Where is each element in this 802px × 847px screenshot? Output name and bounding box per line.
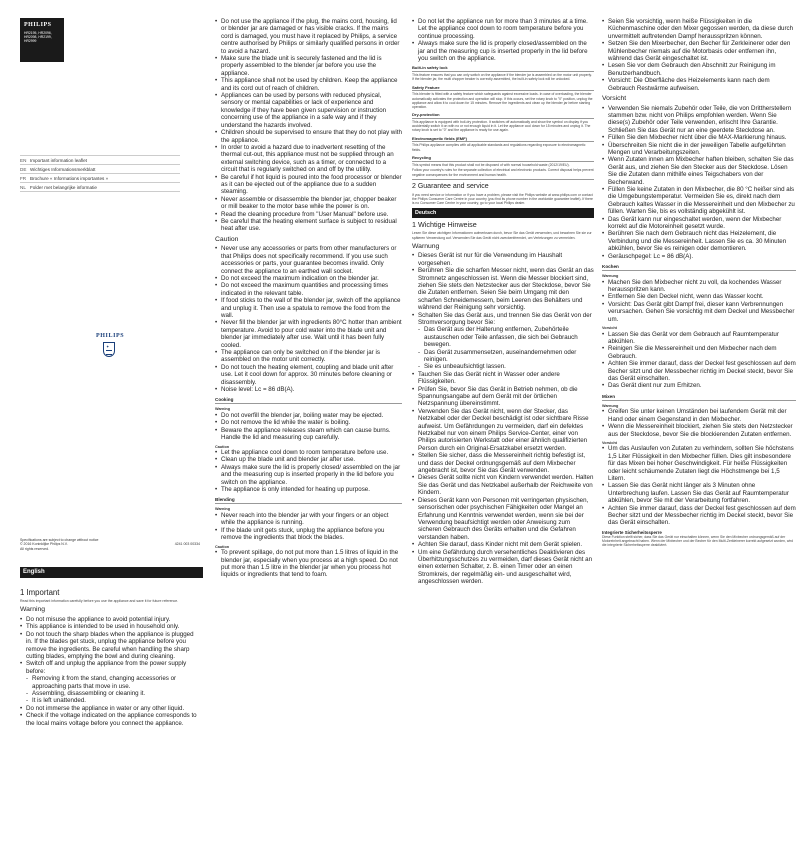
list-item: • Vorsicht: Die Oberfläche des Heizelements kann nach dem Gebrauch Restwärme aufweisen. bbox=[602, 77, 796, 92]
sicherheitssperre-heading: Integrierte Sicherheitssperre bbox=[602, 529, 662, 535]
list-item: • Verwenden Sie das Gerät nicht, wenn der Stecker, das Netzkabel oder der Deckel beschädigt ist oder sichtbare Risse aufweist. Um Gefährdungen zu vermeiden, darf ein defektes Netzkabel nur von einem Philips Service-Center, einer von Philips autorisierten Werkstatt oder einer ähnlich qualifizierten Person durch ein Original-Ersatzkabel ersetzt werden. bbox=[412, 408, 594, 452]
warnung-list bbox=[412, 252, 594, 326]
list-item: - Sie es unbeaufsichtigt lassen. bbox=[418, 363, 594, 370]
language-entry: FR Brochure « Informations importantes » bbox=[20, 173, 180, 182]
list-item: - It is left unattended. bbox=[26, 697, 198, 704]
guarantee-title: 2 Guarantee and service bbox=[412, 182, 489, 190]
cooking-caution-list bbox=[215, 449, 402, 493]
cooking-heading: Cooking bbox=[215, 397, 402, 404]
brand-logo: PHILIPS bbox=[24, 22, 52, 28]
bevor-sublist bbox=[412, 326, 594, 370]
list-item: • Lassen Sie das Gerät nicht länger als 3 Minuten ohne Unterbrechung laufen. Lassen Sie das Gerät auf Raumtemperatur abkühlen, bevor Sie mit der Verarbeitung fortfahren. bbox=[602, 482, 796, 504]
list-item: • Reinigen Sie die Messereinheit und den Mixbecher nach dem Gebrauch. bbox=[602, 345, 796, 360]
list-item: • Füllen Sie den Mixbecher nicht über die MAX-Markierung hinaus. bbox=[602, 134, 796, 141]
list-item: • Make sure the blade unit is securely fastened and the lid is properly assembled to the blender jar before you use the appliance. bbox=[215, 55, 402, 77]
list-item: • Achten Sie immer darauf, dass der Deckel fest geschlossen auf dem Becher sitzt und der Messbecher richtig im Deckel steckt, bevor Sie das Gerät einschalten. bbox=[602, 360, 796, 382]
list-item: • Do not exceed the maximum quantities and processing times indicated in the relevant table. bbox=[215, 282, 402, 297]
philips-wordmark: PHILIPS bbox=[96, 333, 125, 339]
list-item: • Check if the voltage indicated on the appliance corresponds to the local mains voltage before you connect the appliance. bbox=[20, 712, 198, 727]
list-item: • Do not overfill the blender jar, boiling water may be ejected. bbox=[215, 412, 402, 419]
safety-feature-text: This blender is fitted with a safety feature which safeguards against excessive loads. In case of overloading, the blender automatically activates the protection and operation will stop. If this occurs, set the rotary knob to "0" position, unplug the appliance and allow it to cool down for 15 minutes. Remove the ingredients and clean up the blender jar before starting operation. bbox=[412, 92, 593, 110]
list-item: - Removing it from the stand, changing accessories or approaching parts that move in use. bbox=[26, 675, 198, 690]
mixen-warnung-label: Warnung bbox=[602, 403, 619, 408]
column-4 bbox=[598, 0, 802, 847]
warnung-heading: Warnung bbox=[412, 242, 440, 250]
built-in-safety-text: This feature ensures that you can only switch on the appliance if the blender jar is assembled on the motor unit properly. If the blender jar, the multi chopper beaker is correctly assembled, the built-in safety lock will be unlocked. bbox=[412, 73, 592, 82]
caution-list bbox=[215, 245, 402, 393]
list-item: • Berühren Sie nach dem Gebrauch nicht das Heizelement, die Verbindung und die Messereinheit. Lassen Sie es ca. 30 Minuten abkühlen, bevor Sie es reinigen oder demontieren. bbox=[602, 230, 796, 252]
before-sublist bbox=[20, 675, 198, 705]
vorsicht-list bbox=[602, 105, 796, 261]
vorsicht-heading: Vorsicht bbox=[602, 95, 627, 103]
list-item: • Beware the appliance releases steam which can cause burns. Handle the lid and measuring cup carefully. bbox=[215, 427, 402, 442]
list-item: - Das Gerät zusammensetzen, auseinandernehmen oder reinigen. bbox=[418, 349, 594, 364]
list-item: • Wenn die Messereinheit blockiert, ziehen Sie stets den Netzstecker aus der Steckdose, bevor Sie die blockierenden Zutaten entfernen. bbox=[602, 423, 796, 438]
list-item: • Clean up the blade unit and blender jar after use. bbox=[215, 456, 402, 463]
language-bar-deutsch: Deutsch bbox=[412, 208, 594, 218]
list-item: • This appliance is intended to be used in household only. bbox=[20, 623, 198, 630]
list-item: • The appliance can only be switched on if the blender jar is assembled on the motor unit correctly. bbox=[215, 349, 402, 364]
english-section-start bbox=[20, 586, 198, 727]
section-title-important: 1 Important bbox=[20, 588, 60, 597]
list-item: • Füllen Sie keine Zutaten in den Mixbecher, die 80 °C heißer sind als die Umgebungstemperatur. Vermeiden Sie es, direkt nach dem Gebrauch kaltes Wasser in die Messereinheit und den Mixbecher zu füllen. Warten Sie, bis es vollständig abgekühlt ist. bbox=[602, 186, 796, 216]
blending-heading: Blending bbox=[215, 497, 402, 504]
list-item: • Never use any accessories or parts from other manufacturers or that Philips does not specifically recommend. If you use such accessories or parts, your guarantee becomes invalid. Only connect the appliance to an earthed wall socket. bbox=[215, 245, 402, 275]
list-item: • Berühren Sie die scharfen Messer nicht, wenn das Gerät an das Stromnetz angeschlossen ist. Wenn die Messer blockiert sind, ziehen Sie stets den Netzstecker aus der Steckdose, bevor Sie die Zutaten entfernen. Seien Sie beim Umgang mit den scharfen Schneidemessern, beim Leeren des Behälters und während der Reinigung sehr vorsichtig. bbox=[412, 267, 594, 311]
list-item: • Überschreiten Sie nicht die in der jeweiligen Tabelle aufgeführten Mengen und Verarbeitungszeiten. bbox=[602, 142, 796, 157]
list-item: • Always make sure the lid is properly closed/assembled on the jar and the measuring cup is inserted properly in the lid before you switch on the appliance. bbox=[412, 40, 594, 62]
emf-text: This Philips appliance complies with all applicable standards and regulations regarding exposure to electromagnetic fields. bbox=[412, 143, 586, 152]
list-item: • Never fill the blender jar with ingredients 80°C hotter than ambient temperature. Avoid to pour cold water into the blade unit and blender jar immediately after use. Wait until it has been fully cooled. bbox=[215, 319, 402, 349]
language-bar-english: English bbox=[20, 567, 203, 578]
column-1 bbox=[0, 0, 203, 847]
list-item: • Do not remove the lid while the water is boiling. bbox=[215, 419, 402, 426]
kochen-heading: Kochen bbox=[602, 264, 796, 271]
blending-caution-list-continued bbox=[412, 18, 594, 62]
list-item: • Geräuschpegel: Lc = 86 dB(A). bbox=[602, 253, 796, 260]
kochen-warnung-list bbox=[602, 279, 796, 323]
list-item: • Tauchen Sie das Gerät nicht in Wasser oder andere Flüssigkeiten. bbox=[412, 371, 594, 386]
list-item: • Lassen Sie das Gerät vor dem Gebrauch auf Raumtemperatur abkühlen. bbox=[602, 331, 796, 346]
list-item: • Children should be supervised to ensure that they do not play with the appliance. bbox=[215, 129, 402, 144]
list-item: • Prüfen Sie, bevor Sie das Gerät in Betrieb nehmen, ob die Spannungsangabe auf dem Gerät mit der örtlichen Netzspannung übereinstimmt. bbox=[412, 386, 594, 408]
warning-heading: Warning bbox=[20, 606, 46, 614]
recycling-text-2: Follow your country's rules for the separate collection of electrical and electronic products. Correct disposal helps prevent negative consequences for the environment and human health. bbox=[412, 168, 594, 177]
list-item: • If the blade unit gets stuck, unplug the appliance before you remove the ingredients that block the blades. bbox=[215, 527, 402, 542]
philips-shield-icon: ✦ bbox=[103, 342, 115, 357]
list-item: • If food sticks to the wall of the blender jar, switch off the appliance and unplug it. Then use a spatula to remove the food from the wall. bbox=[215, 297, 402, 319]
caution-heading: Caution bbox=[215, 235, 239, 243]
safety-feature-heading: Safety Feature bbox=[412, 85, 594, 92]
list-item: • The appliance is only intended for heating up purpose. bbox=[215, 486, 402, 493]
recycling-text-1: This symbol means that this product shall not be disposed of with normal household waste (2012/19/EU). bbox=[412, 162, 570, 167]
intro-text: Read this important information carefully before you use the appliance and save it for future reference. bbox=[20, 599, 179, 603]
list-item: • Read the cleaning procedure from "User Manual" before use. bbox=[215, 211, 402, 218]
copyright-footer: Specifications are subject to change without notice © 2016 Koninklijke Philips N.V. All rights reserved. 4241 003 00334 bbox=[20, 538, 200, 551]
list-item: • Lesen Sie vor dem Gebrauch den Abschnitt zur Reinigung im Benutzerhandbuch. bbox=[602, 62, 796, 77]
list-item: • Machen Sie den Mixbecher nicht zu voll, da kochendes Wasser herausspritzen kann. bbox=[602, 279, 796, 294]
column-3 bbox=[406, 0, 598, 847]
dry-protection-text: This appliance is equipped with boil-dry protection. It switches off automatically and show the symbol on display if you accidentally switch it on with no or not enough liquid in it. Let the appliance cool down for 15 minutes and unplug it. The rotary knob is set to "0" and the appliance is ready for use again. bbox=[412, 120, 591, 133]
warning-list-continued bbox=[215, 18, 402, 233]
list-item: • Um eine Gefährdung durch versehentliches Deaktivieren des Überhitzungsschutzes zu vermeiden, darf dieses Gerät nicht an einen externen Schalter, z. B. einen Timer oder an einen Stromkreis, der regelmäßig ein- und ausgeschaltet wird, angeschlossen werden. bbox=[412, 549, 594, 586]
list-item: • Schalten Sie das Gerät aus, und trennen Sie das Gerät von der Stromversorgung bevor Sie: bbox=[412, 312, 594, 327]
emf-heading: Electromagnetic fields (EMF) bbox=[412, 136, 594, 143]
list-item: • Switch off and unplug the appliance from the power supply before: bbox=[20, 660, 198, 675]
built-in-safety-heading: Built-in safety lock bbox=[412, 65, 594, 72]
list-item: • Achten Sie immer darauf, dass der Deckel fest geschlossen auf dem Becher sitzt und der Messbecher richtig im Deckel steckt, bevor Sie das Gerät einschalten. bbox=[602, 505, 796, 527]
list-item: • Appliances can be used by persons with reduced physical, sensory or mental capabilities or lack of experience and knowledge if they have been given supervision or instruction concerning use of the appliance in a safe way and if they understand the hazards involved. bbox=[215, 92, 402, 129]
list-item: • Be careful that the heating element surface is subject to residual heat after use. bbox=[215, 218, 402, 233]
list-item: • Dieses Gerät ist nur für die Verwendung im Haushalt vorgesehen. bbox=[412, 252, 594, 267]
list-item: • Noise level: Lc = 86 dB(A). bbox=[215, 386, 402, 393]
list-item: • Verwenden Sie niemals Zubehör oder Teile, die von Drittherstellern stammen bzw. nicht von Philips empfohlen werden. Wenn Sie diese(s) Zubehör oder Teile verwenden, erlischt Ihre Garantie. Schließen Sie das Gerät nur an eine geerdete Steckdose an. bbox=[602, 105, 796, 135]
kochen-vorsicht-list bbox=[602, 331, 796, 390]
mixen-warnung-list bbox=[602, 408, 796, 438]
language-entry: NL Folder met belangrijke informatie bbox=[20, 182, 180, 192]
cooking-caution-label: Caution bbox=[215, 444, 230, 449]
list-item: • Dieses Gerät kann von Personen mit verringerten physischen, sensorischen oder psychischen Fähigkeiten oder Mangel an Erfahrung und Kenntnis verwendet werden, wenn sie bei der Verwendung beaufsichtigt werden oder Anweisung zum sicheren Gebrauch des Geräts erhalten und die Gefahren verstanden haben. bbox=[412, 497, 594, 541]
list-item: • This appliance shall not be used by children. Keep the appliance and its cord out of reach of children. bbox=[215, 77, 402, 92]
list-item: • Wenn Zutaten innen am Mixbecher haften bleiben, schalten Sie das Gerät aus, und ziehen Sie den Stecker aus der Steckdose. Lösen Sie die Zutaten dann mithilfe eines Teigschabers von der Becherwand. bbox=[602, 156, 796, 186]
list-item: • Setzen Sie den Mixerbecher, den Becher für Zerkleinerer oder den Mühlenbecher niemals auf die Motorbasis oder entfernen ihn, während das Gerät eingeschaltet ist. bbox=[602, 40, 796, 62]
list-item: • Das Gerät dient nur zum Erhitzen. bbox=[602, 382, 796, 389]
blending-caution-list bbox=[215, 549, 402, 579]
deutsch-intro-text: Lesen Sie diese wichtigen Informationen aufmerksam durch, bevor Sie das Gerät verwenden, und bewahren Sie sie zur späteren Verwendung auf. Verwenden Sie das Gerät nicht zweckentfremdet, um Verletzungen zu vermeiden. bbox=[412, 231, 592, 240]
list-item: • Vorsicht: Das Gerät gibt Dampf frei, dieser kann Verbrennungen verursachen. Gehen Sie vorsichtig mit dem Deckel und Messbecher um. bbox=[602, 301, 796, 323]
list-item: • Do not touch the heating element, coupling and blade unit after use. Let it cool down for approx. 30 minutes before cleaning or disassembly. bbox=[215, 364, 402, 386]
list-item: • Do not immerse the appliance in water or any other liquid. bbox=[20, 705, 198, 712]
mixen-heading: Mixen bbox=[602, 394, 796, 401]
list-item: • Never assemble or disassemble the blender jar, chopper beaker or mill beaker to the motor base while the power is on. bbox=[215, 196, 402, 211]
blending-warning-list bbox=[215, 512, 402, 542]
list-item: • In order to avoid a hazard due to inadvertent resetting of the thermal cut-out, this appliance must not be supplied through an external switching device, such as a timer, or connected to a circuit that is regularly switched on and off by the utility. bbox=[215, 144, 402, 174]
mixen-vorsicht-label: Vorsicht bbox=[602, 440, 617, 445]
philips-logo-box bbox=[20, 18, 64, 62]
list-item: - Das Gerät aus der Halterung entfernen, Zubehörteile austauschen oder Teile anfassen, die sich bei Gebrauch bewegen. bbox=[418, 326, 594, 348]
list-item: • Um das Auslaufen von Zutaten zu verhindern, sollten Sie höchstens 1,5 Liter Flüssigkeit in den Mixbecher füllen. Dies gilt insbesondere für das Mixen bei hoher Geschwindigkeit. Für heiße Flüssigkeiten oder leicht schäumende Zutaten liegt die Höchstmenge bei 1,5 Litern. bbox=[602, 445, 796, 482]
list-item: - Assembling, disassembling or cleaning it. bbox=[26, 690, 198, 697]
column-2 bbox=[209, 0, 406, 847]
list-item: • Dieses Gerät sollte nicht von Kindern verwendet werden. Halten Sie das Gerät und das Netzkabel außerhalb der Reichweite von Kindern. bbox=[412, 474, 594, 496]
blending-warning-label: Warning bbox=[215, 507, 231, 512]
list-item: • Achten Sie darauf, dass Kinder nicht mit dem Gerät spielen. bbox=[412, 541, 594, 548]
list-item: • Let the appliance cool down to room temperature before use. bbox=[215, 449, 402, 456]
section-title-wichtige-hinweise: 1 Wichtige Hinweise bbox=[412, 220, 477, 230]
list-item: • Do not exceed the maximum indication on the blender jar. bbox=[215, 275, 402, 282]
list-item: • To prevent spillage, do not put more than 1.5 litres of liquid in the blender jar, especially when you process at a high speed. Do not put more than 1.5 litre in the blender jar when you process hot liquids or ingredients that tend to foam. bbox=[215, 549, 402, 579]
language-index bbox=[20, 155, 180, 192]
language-entry: DE Wichtiges Informationsmerkblatt bbox=[20, 164, 180, 173]
warning-list bbox=[20, 616, 198, 675]
recycling-heading: Recycling bbox=[412, 155, 594, 162]
list-item: • Entfernen Sie den Deckel nicht, wenn das Wasser kocht. bbox=[602, 293, 796, 300]
kochen-vorsicht-label: Vorsicht bbox=[602, 326, 617, 331]
language-entry: EN Important information leaflet bbox=[20, 155, 180, 164]
sicherheitssperre-text: Diese Funktion stellt sicher, dass Sie das Gerät nur einschalten können, wenn Sie den Mixbecher ordnungsgemäß auf der Motoreinheit angebracht haben. Wenn der Mixbecher und der Becher für den Multi-Zerkleinerer korrekt aufgesetzt wurden, wird die integrierte Sicherheitssperre deaktiviert. bbox=[602, 534, 794, 548]
list-item: • Stellen Sie sicher, dass die Messereinheit richtig befestigt ist, und dass der Deckel ordnungsgemäß auf dem Mixbecher angebracht ist, bevor Sie das Gerät verwenden. bbox=[412, 452, 594, 474]
dry-protection-heading: Dry-protection bbox=[412, 112, 594, 119]
mixen-vorsicht-list bbox=[602, 445, 796, 526]
cooking-warning-list bbox=[215, 412, 402, 442]
list-item: • Do not misuse the appliance to avoid potential injury. bbox=[20, 616, 198, 623]
list-item: • Do not touch the sharp blades when the appliance is plugged in. If the blades get stuck, unplug the appliance before you remove the ingredients. Be careful when handling the sharp cutting blades, emptying the bowl and during cleaning. bbox=[20, 631, 198, 661]
list-item: • Do not use the appliance if the plug, the mains cord, housing, lid or blender jar are damaged or has visible cracks. If the mains cord is damaged, you must have it replaced by Philips, a service centre authorised by Philips or similarly qualified persons in order to avoid a hazard. bbox=[215, 18, 402, 55]
blending-caution-label: Caution bbox=[215, 544, 230, 549]
cooking-warning-label: Warning bbox=[215, 407, 231, 412]
kochen-warnung-label: Warnung bbox=[602, 274, 619, 279]
document-number: 4241 003 00334 bbox=[174, 542, 200, 547]
list-item: • Never reach into the blender jar with your fingers or an object while the appliance is running. bbox=[215, 512, 402, 527]
list-item: • Always make sure the lid is properly closed/ assembled on the jar and the measuring cup is inserted properly in the lid before you switch on the appliance. bbox=[215, 464, 402, 486]
warnung-list-b bbox=[412, 371, 594, 586]
list-item: • Das Gerät kann nur eingeschaltet werden, wenn der Mixbecher korrekt auf die Motoreinheit gesetzt wurde. bbox=[602, 216, 796, 231]
guarantee-text: If you need service or information or if you have a problem, please visit the Philips website at www.philips.com or contact the Philips Consumer Care Centre in your country (you find its phone number in the worldwide guarantee leaflet). If there is no Consumer Care Centre in your country, go to your local Philips dealer. bbox=[412, 192, 593, 206]
list-item: • Seien Sie vorsichtig, wenn heiße Flüssigkeiten in die Küchenmaschine oder den Mixer gegossen werden, da diese durch unvermittelt auftretenden Dampf herausspritzen können. bbox=[602, 18, 796, 40]
list-item: • Do not let the appliance run for more than 3 minutes at a time. Let the appliance cool down to room temperature before you continue processing. bbox=[412, 18, 594, 40]
list-item: • Be careful if hot liquid is poured into the food processor or blender as it can be ejected out of the appliance due to a sudden steaming. bbox=[215, 174, 402, 196]
warnung-list-continued bbox=[602, 18, 796, 92]
model-numbers: HR2195, HR2096, HR2098, HR2199, HR2999 bbox=[24, 31, 52, 43]
list-item: • Greifen Sie unter keinen Umständen bei laufendem Gerät mit der Hand oder einem Gegenstand in den Mixbecher. bbox=[602, 408, 796, 423]
